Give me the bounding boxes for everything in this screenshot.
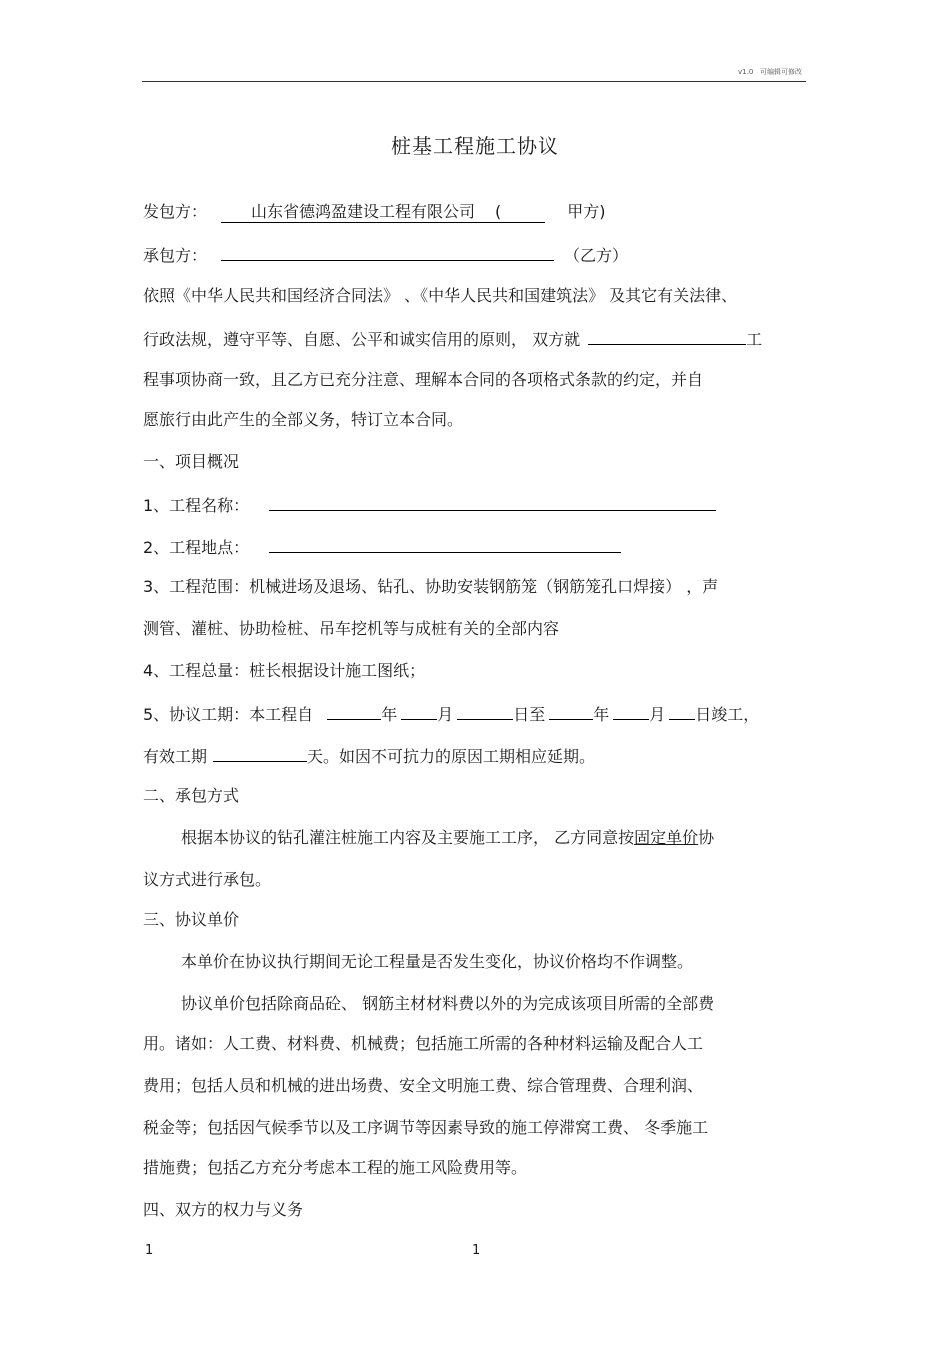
section-3-para-2-line-3: 费用；包括人员和机械的进出场费、安全文明施工费、综合管理费、合理利润、	[143, 1076, 704, 1095]
party-a-name: 山东省德鸿盈建设工程有限公司	[251, 202, 476, 221]
party-a-name-field	[221, 202, 545, 223]
effective-period-text: 天。如因不可抗力的原因工期相应延期。	[307, 747, 596, 766]
section-2-para-line-1	[181, 828, 714, 848]
section-3-para-2-line-2: 用。诸如：人工费、材料费、机械费；包括施工所需的各种材料运输及配合人工	[143, 1034, 704, 1053]
start-day-blank	[457, 703, 513, 720]
header-version-text: v1.0	[738, 68, 754, 76]
section-2-heading: 二、承包方式	[143, 786, 240, 805]
project-location-field	[269, 536, 621, 553]
item-3-line-1: 3、工程范围：机械进场及退场、钻孔、协助安装钢筋笼（钢筋笼孔口焊接） ，声	[143, 577, 719, 596]
start-month-blank	[401, 703, 437, 720]
preamble-line-4: 愿旅行由此产生的全部义务，特订立本合同。	[143, 410, 464, 429]
preamble-line-3: 程事项协商一致，且乙方已充分注意、理解本合同的各项格式条款的约定，并自	[143, 370, 704, 389]
start-month-unit: 月	[437, 705, 454, 724]
section-3-heading: 三、协议单价	[143, 910, 240, 929]
end-year-unit: 年	[593, 705, 610, 724]
preamble-line-2-text: 行政法规，遵守平等、自愿、公平和诚实信用的原则， 双方就	[143, 330, 581, 349]
party-b-suffix: （乙方）	[564, 246, 629, 265]
section-2-para-end: 协	[698, 828, 715, 847]
end-month-unit: 月	[649, 705, 666, 724]
preamble-line-2	[143, 328, 762, 350]
party-b-blank	[221, 244, 554, 261]
header-rule	[142, 81, 806, 82]
start-day-unit: 日至	[513, 705, 546, 724]
item-1-line	[143, 494, 716, 516]
section-4-heading: 四、双方的权力与义务	[143, 1200, 304, 1219]
project-name-blank	[588, 328, 746, 345]
item-3-line-2: 测管、灌桩、协助检桩、吊车挖机等与成桩有关的全部内容	[143, 619, 560, 638]
party-a-paren: (	[495, 202, 502, 221]
item-4-line: 4、工程总量：桩长根据设计施工图纸；	[143, 661, 426, 680]
header-version	[738, 67, 802, 77]
end-month-blank	[613, 703, 649, 720]
item-2-line	[143, 536, 621, 558]
party-a-label: 发包方：	[143, 202, 208, 221]
fixed-unit-price: 固定单价	[634, 828, 699, 847]
page-number-center: 1	[472, 1243, 481, 1258]
header-note: 可编辑可修改	[760, 68, 802, 76]
start-year-blank	[327, 703, 381, 720]
item-2-label: 2、工程地点：	[143, 538, 250, 557]
effective-days-blank	[213, 745, 307, 762]
section-3-para-1: 本单价在协议执行期间无论工程量是否发生变化，协议价格均不作调整。	[181, 952, 694, 971]
section-1-heading: 一、项目概况	[143, 452, 240, 471]
document-title: 桩基工程施工协议	[391, 134, 559, 158]
party-a-suffix: 甲方)	[567, 202, 606, 221]
item-5-label: 5、协议工期：本工程自	[143, 705, 314, 724]
page-number-left: 1	[145, 1243, 154, 1258]
section-3-para-2-line-4: 税金等；包括因气候季节以及工序调节等因素导致的施工停滞窝工费、 冬季施工	[143, 1118, 709, 1137]
party-b-line	[143, 244, 628, 266]
preamble-line-1: 依照《中华人民共和国经济合同法》 、《中华人民共和国建筑法》 及其它有关法律、	[143, 286, 738, 305]
effective-period-label: 有效工期	[143, 747, 208, 766]
start-year-unit: 年	[381, 705, 398, 724]
section-3-para-2-line-1: 协议单价包括除商品砼、 钢筋主材材料费以外的为完成该项目所需的全部费	[181, 994, 715, 1013]
section-2-para-text: 根据本协议的钻孔灌注桩施工内容及主要施工工序， 乙方同意按	[181, 828, 635, 847]
project-name-field	[269, 494, 716, 511]
preamble-line-2-end: 工	[746, 330, 763, 349]
item-1-label: 1、工程名称：	[143, 496, 250, 515]
item-5-line-1	[143, 703, 759, 725]
party-b-label: 承包方：	[143, 246, 208, 265]
party-a-line	[143, 202, 606, 223]
end-year-blank	[549, 703, 593, 720]
section-3-para-2-line-5: 措施费；包括乙方充分考虑本工程的施工风险费用等。	[143, 1158, 528, 1177]
item-5-line-2	[143, 745, 595, 767]
end-day-blank	[669, 703, 695, 720]
end-day-unit: 日竣工，	[695, 705, 760, 724]
section-2-para-line-2: 议方式进行承包。	[143, 870, 272, 889]
